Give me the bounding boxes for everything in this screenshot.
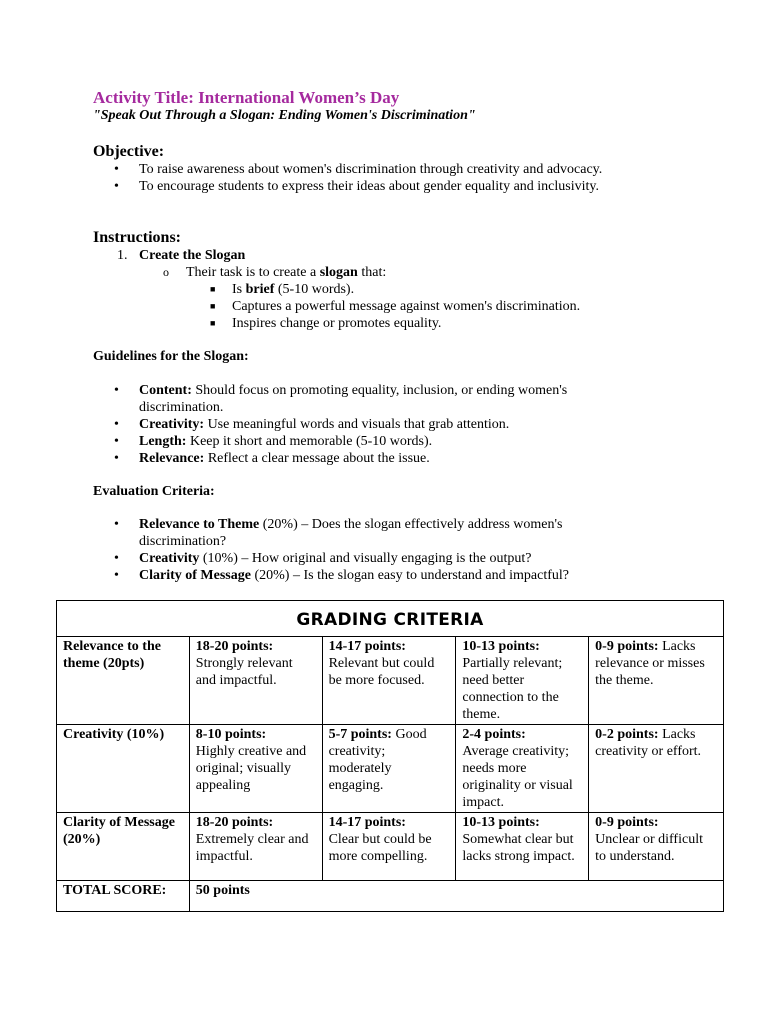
step-number: 1. [117, 248, 128, 263]
step-title: Create the Slogan [139, 248, 246, 263]
circle-bullet-icon: o [163, 265, 169, 279]
instructions-heading: Instructions: [93, 229, 182, 246]
objective-heading: Objective: [93, 143, 165, 160]
bullet-icon: • [114, 568, 119, 583]
list-item: • Length: Keep it short and memorable (5-10 words). [114, 434, 433, 449]
total-row [57, 881, 724, 912]
guidelines-heading: Guidelines for the Slogan: [93, 349, 249, 364]
level-cell: 10-13 points: Somewhat clear but lacks strong impact. [456, 813, 589, 881]
table-row [57, 813, 724, 881]
criterion-cell: Relevance to the theme (20pts) [57, 637, 190, 725]
table-row [57, 725, 724, 813]
list-item: • Clarity of Message (20%) – Is the slogan easy to understand and impactful? [114, 568, 569, 583]
square-bullet-icon: ■ [210, 318, 216, 328]
guidelines-list [114, 382, 674, 467]
list-item: • To raise awareness about women's discrimination through creativity and advocacy. [114, 162, 603, 177]
level-cell: 0-9 points: Unclear or difficult to understand. [589, 813, 724, 881]
level-cell: 0-9 points: Lacks relevance or misses the theme. [589, 637, 724, 725]
table-row [57, 637, 724, 725]
activity-title: Activity Title: International Women’s Day [93, 88, 400, 107]
grading-table [56, 600, 724, 912]
table-header-row [57, 601, 724, 637]
requirement-item: Is brief (5-10 words). [232, 282, 355, 297]
evaluation-heading: Evaluation Criteria: [93, 484, 215, 499]
bullet-icon: • [114, 517, 119, 532]
level-cell: 2-4 points: Average creativity; needs more originality or visual impact. [456, 725, 589, 813]
objective-list [114, 161, 714, 195]
activity-subtitle: "Speak Out Through a Slogan: Ending Women's Discrimination" [93, 108, 476, 123]
evaluation-list [114, 516, 674, 584]
bullet-icon: • [114, 417, 119, 432]
list-item: • Content: Should focus on promoting equality, inclusion, or ending women's discrimination. [114, 383, 568, 415]
square-bullet-icon: ■ [210, 301, 216, 311]
level-cell: 14-17 points: Relevant but could be more focused. [322, 637, 456, 725]
bullet-icon: • [114, 551, 119, 566]
list-item: • Creativity: Use meaningful words and visuals that grab attention. [114, 417, 510, 432]
criterion-cell: Creativity (10%) [57, 725, 190, 813]
bullet-icon: • [114, 383, 119, 398]
level-cell: 18-20 points: Extremely clear and impactful. [189, 813, 322, 881]
bullet-icon: • [114, 162, 119, 177]
requirement-item: Inspires change or promotes equality. [232, 316, 442, 331]
task-description: Their task is to create a slogan that: [186, 265, 387, 280]
list-item: • To encourage students to express their ideas about gender equality and inclusivity. [114, 179, 599, 194]
list-item: • Relevance to Theme (20%) – Does the slogan effectively address women's discrimination? [114, 517, 563, 549]
bullet-icon: • [114, 451, 119, 466]
bullet-icon: • [114, 434, 119, 449]
square-bullet-icon: ■ [210, 284, 216, 294]
level-cell: 8-10 points: Highly creative and original; visually appealing [189, 725, 322, 813]
level-cell: 10-13 points: Partially relevant; need better connection to the theme. [456, 637, 589, 725]
level-cell: 5-7 points: Good creativity; moderately engaging. [322, 725, 456, 813]
criterion-cell: Clarity of Message (20%) [57, 813, 190, 881]
bullet-icon: • [114, 179, 119, 194]
list-item: • Creativity (10%) – How original and visually engaging is the output? [114, 551, 532, 566]
requirement-item: Captures a powerful message against women's discrimination. [232, 299, 581, 314]
total-label: TOTAL SCORE: [57, 881, 190, 912]
level-cell: 14-17 points: Clear but could be more compelling. [322, 813, 456, 881]
level-cell: 18-20 points: Strongly relevant and impactful. [189, 637, 322, 725]
list-item: • Relevance: Reflect a clear message about the issue. [114, 451, 430, 466]
level-cell: 0-2 points: Lacks creativity or effort. [589, 725, 724, 813]
grading-title: GRADING CRITERIA [57, 601, 724, 637]
total-value: 50 points [189, 881, 723, 912]
